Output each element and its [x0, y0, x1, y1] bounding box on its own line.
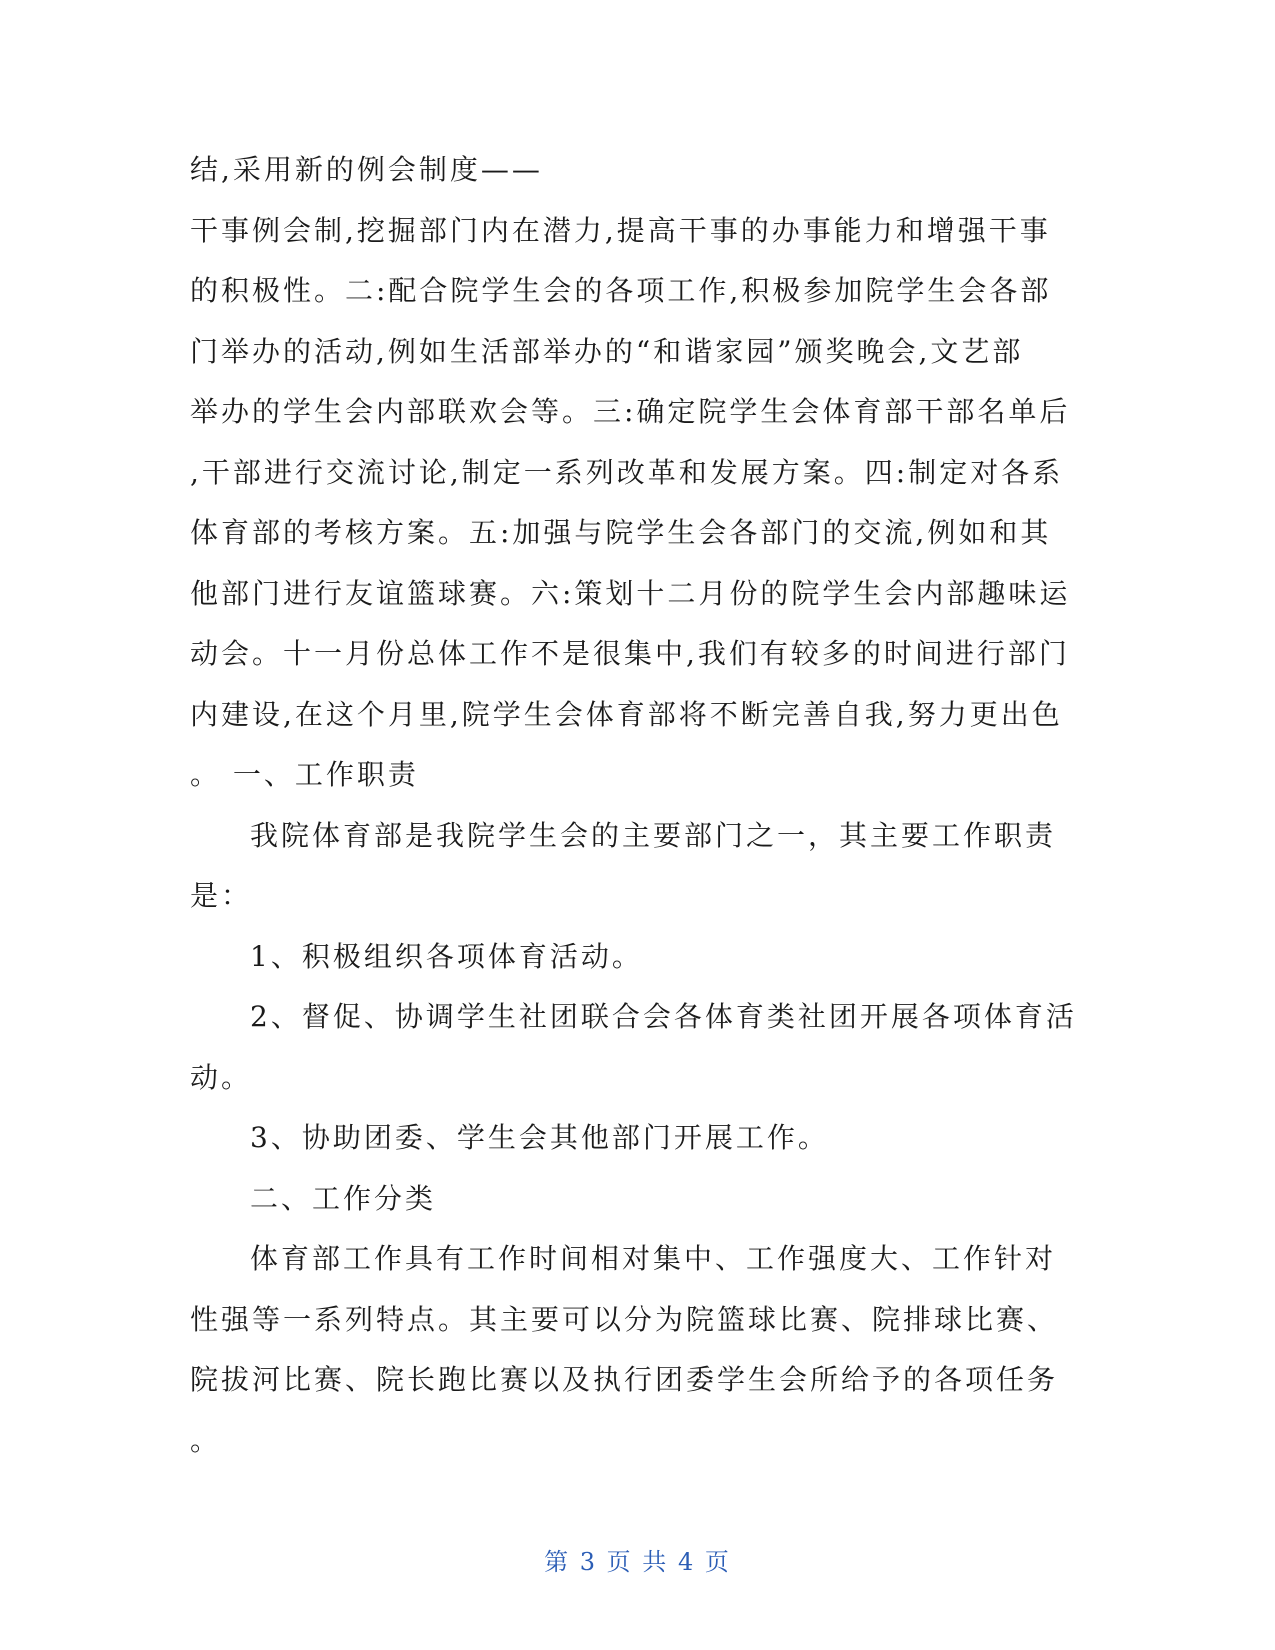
text-line: 门举办的活动,例如生活部举办的“和谐家园”颁奖晚会,文艺部: [190, 334, 1024, 368]
text-line: 性强等一系列特点。其主要可以分为院篮球比赛、院排球比赛、: [190, 1302, 1059, 1336]
section-heading-duties: 。 一、工作职责: [190, 758, 419, 791]
text-line: 。: [190, 1423, 222, 1457]
page-number-footer: 第 3 页 共 4 页: [544, 1548, 731, 1576]
list-item: 2、督促、协调学生社团联合会各体育类社团开展各项体育活: [250, 1000, 1077, 1033]
text-line: 我院体育部是我院学生会的主要部门之一，其主要工作职责: [250, 818, 1057, 852]
text-line: 体育部工作具有工作时间相对集中、工作强度大、工作针对: [250, 1242, 1057, 1275]
text-line: 举办的学生会内部联欢会等。三:确定院学生会体育部干部名单后: [190, 395, 1071, 428]
text-line: 他部门进行友谊篮球赛。六:策划十二月份的院学生会内部趣味运: [190, 576, 1071, 610]
text-line: 体育部的考核方案。五:加强与院学生会各部门的交流,例如和其: [190, 516, 1052, 549]
body-text: [190, 140, 1090, 1471]
text-line: 是：: [190, 879, 253, 912]
list-item: 1、积极组织各项体育活动。: [250, 939, 643, 973]
text-line: 结,采用新的例会制度——: [190, 153, 543, 186]
text-line: ,干部进行交流讨论,制定一系列改革和发展方案。四:制定对各系: [190, 455, 1064, 489]
text-line: 动。: [190, 1060, 253, 1094]
list-item: 3、协助团委、学生会其他部门开展工作。: [250, 1121, 829, 1154]
text-line: 内建设,在这个月里,院学生会体育部将不断完善自我,努力更出色: [190, 697, 1063, 731]
text-line: 干事例会制,挖掘部门内在潜力,提高干事的办事能力和增强干事: [190, 213, 1051, 247]
section-heading-categories: 二、工作分类: [250, 1181, 437, 1215]
text-line: 的积极性。二:配合院学生会的各项工作,积极参加院学生会各部: [190, 274, 1052, 307]
text-line: 院拔河比赛、院长跑比赛以及执行团委学生会所给予的各项任务: [190, 1363, 1059, 1396]
text-line: 动会。十一月份总体工作不是很集中,我们有较多的时间进行部门: [190, 637, 1070, 670]
